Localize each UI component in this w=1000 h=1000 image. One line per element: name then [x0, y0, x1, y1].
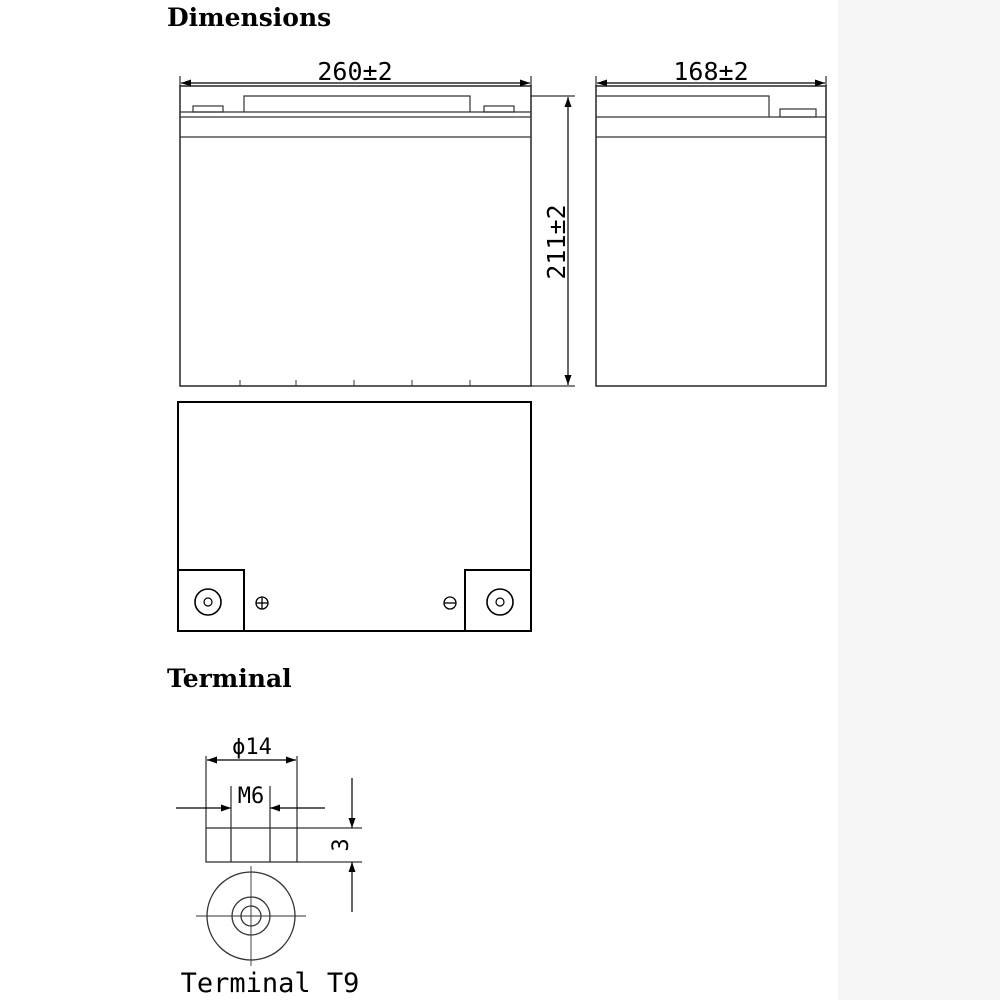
terminal-post-left — [195, 589, 221, 615]
length-label: 260±2 — [317, 57, 393, 86]
positive-terminal-icon — [256, 597, 268, 609]
width-dimension — [596, 57, 826, 86]
terminal-top-view — [196, 866, 306, 966]
terminal-height-dimension — [297, 778, 362, 912]
length-dimension — [180, 57, 531, 86]
terminal-thread-label: M6 — [237, 784, 265, 809]
height-label: 211±2 — [542, 204, 571, 280]
top-view — [178, 402, 531, 631]
terminal-heading: Terminal — [167, 664, 292, 693]
front-view — [180, 86, 531, 386]
dimensions-heading: Dimensions — [167, 3, 332, 32]
terminal-post-right — [487, 589, 513, 615]
terminal-side-view — [206, 828, 297, 862]
negative-terminal-icon — [444, 597, 456, 609]
width-label: 168±2 — [673, 57, 749, 86]
terminal-diameter-label: ϕ14 — [232, 735, 272, 760]
terminal-height-label: 3 — [329, 838, 354, 852]
terminal-thread-dimension — [176, 784, 325, 832]
side-view — [596, 86, 826, 386]
terminal-caption: Terminal T9 — [180, 968, 360, 999]
height-dimension — [531, 96, 575, 386]
